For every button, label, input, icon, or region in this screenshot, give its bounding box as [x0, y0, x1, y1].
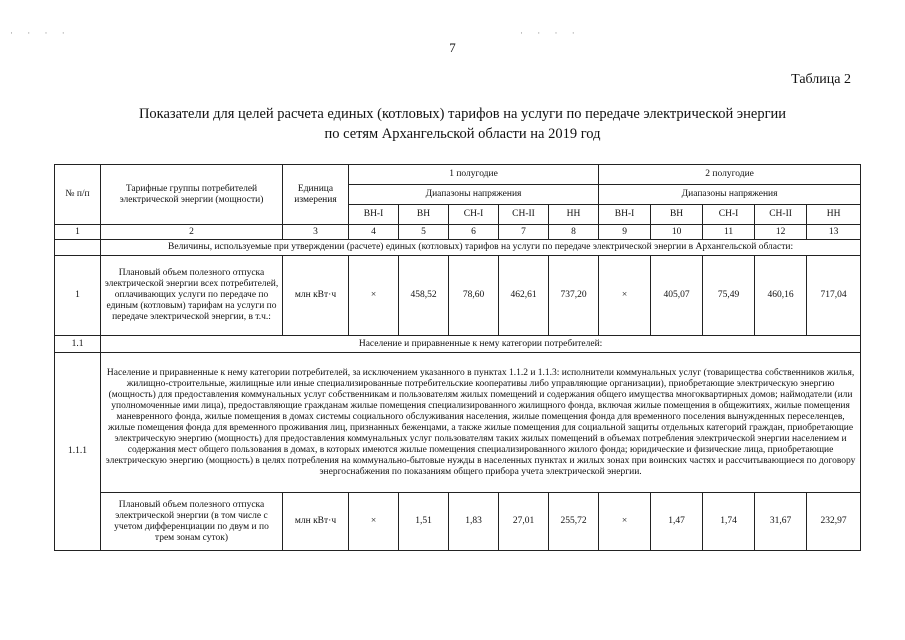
level-h1-4: НН [549, 205, 599, 225]
value-cell: 1,47 [651, 493, 703, 551]
header-ranges-2: Диапазоны напряжения [599, 185, 861, 205]
level-h1-1: ВН [399, 205, 449, 225]
row-num: 1.1.1 [55, 353, 101, 551]
col-number: 12 [755, 225, 807, 240]
header-half-1: 1 полугодие [349, 165, 599, 185]
scan-specks-right: · · · · [520, 28, 581, 38]
value-cell: 1,83 [449, 493, 499, 551]
document-title [90, 104, 835, 144]
table-row [55, 256, 861, 336]
col-number: 7 [499, 225, 549, 240]
value-cell: 255,72 [549, 493, 599, 551]
level-h2-4: НН [807, 205, 861, 225]
section-text: Величины, используемые при утверждении (расчете) единых (котловых) тарифов на услуги по передаче электрической энергии в Архангельской области: [101, 240, 861, 256]
value-cell: × [349, 256, 399, 336]
title-line-2: по сетям Архангельской области на 2019 год [324, 126, 601, 142]
section-num-cell [55, 240, 101, 256]
header-unit: Единица измерения [283, 165, 349, 225]
header-groups: Тарифные группы потребителей электрической энергии (мощности) [101, 165, 283, 225]
value-cell: 31,67 [755, 493, 807, 551]
col-number: 9 [599, 225, 651, 240]
level-h2-0: ВН-I [599, 205, 651, 225]
value-cell: 27,01 [499, 493, 549, 551]
row-num: 1.1 [55, 336, 101, 353]
row-unit: млн кВт·ч [283, 493, 349, 551]
row-name: Плановый объем полезного отпуска электрической энергии всех потребителей, оплачивающих услуги по передаче по единым (котловым) тарифам на услуги по передаче электрической энергии, в т.ч.: [101, 256, 283, 336]
title-line-1: Показатели для целей расчета единых (котловых) тарифов на услуги по передаче электрической энергии [138, 106, 787, 122]
header-num: № п/п [55, 165, 101, 225]
value-cell: 405,07 [651, 256, 703, 336]
value-cell: × [599, 256, 651, 336]
value-cell: 232,97 [807, 493, 861, 551]
col-number: 4 [349, 225, 399, 240]
column-number-row [55, 225, 861, 240]
row-unit: млн кВт·ч [283, 256, 349, 336]
table-label: Таблица 2 [791, 72, 851, 87]
value-cell: 75,49 [703, 256, 755, 336]
value-cell: × [349, 493, 399, 551]
col-number: 13 [807, 225, 861, 240]
table-row [55, 493, 861, 551]
col-number: 8 [549, 225, 599, 240]
row-text: Население и приравненные к нему категории потребителей, за исключением указанного в пунктах 1.1.2 и 1.1.3: исполнители коммунальных услуг (товарищества собственников жилья, жилищно-строительные, жилищные или иные специализированные потребительские кооперативы либо управляющие организации), приобретающие электрическую энергию (мощность) для предоставления коммунальных услуг собственникам и пользователям жилых помещений и содержания общего имущества многоквартирных домов; наймодатели (или уполномоченные ими лица), предоставляющие гражданам жилые помещения специализированного жилищного фонда, включая жилые помещения в общежитиях, жилые помещения маневренного фонда, жилые помещения в домах системы социального обслуживания населения, жилые помещения фонда для временного поселения вынужденных переселенцев, жилые помещения фонда для временного проживания лиц, признанных беженцами, а также жилые помещения для социальной защиты отдельных категорий граждан, приобретающие электрическую энергию (мощность) для предоставления коммунальных услуг пользователям таких жилых помещений в объемах потребления электрической энергии населением и содержания мест общего пользования в домах, в которых имеются жилые помещения специализированного жилого фонда; юридические и физические лица, приобретающие электрическую энергию (мощность) в целях потребления на коммунально-бытовые нужды в населенных пунктах и жилых зонах при воинских частях и рассчитывающиеся по договору энергоснабжения по показаниям общего прибора учета электрической энергии. [101, 353, 861, 493]
level-h1-0: ВН-I [349, 205, 399, 225]
level-h2-1: ВН [651, 205, 703, 225]
col-number: 5 [399, 225, 449, 240]
col-number: 11 [703, 225, 755, 240]
value-cell: 458,52 [399, 256, 449, 336]
level-h2-2: СН-I [703, 205, 755, 225]
section-row [55, 240, 861, 256]
level-h1-3: СН-II [499, 205, 549, 225]
value-cell: 717,04 [807, 256, 861, 336]
header-half-2: 2 полугодие [599, 165, 861, 185]
scan-specks-left: · · · · [10, 28, 71, 38]
col-number: 6 [449, 225, 499, 240]
header-row-1 [55, 165, 861, 185]
row-text: Население и приравненные к нему категории потребителей: [101, 336, 861, 353]
col-number: 1 [55, 225, 101, 240]
table-row [55, 336, 861, 353]
level-h1-2: СН-I [449, 205, 499, 225]
table-row [55, 353, 861, 493]
header-ranges-1: Диапазоны напряжения [349, 185, 599, 205]
value-cell: 1,74 [703, 493, 755, 551]
col-number: 10 [651, 225, 703, 240]
page-number: 7 [449, 40, 456, 55]
tariff-table [54, 164, 861, 551]
col-number: 3 [283, 225, 349, 240]
level-h2-3: СН-II [755, 205, 807, 225]
value-cell: 1,51 [399, 493, 449, 551]
row-name: Плановый объем полезного отпуска электрической энергии (в том числе с учетом дифференциации по двум и по трем зонам суток) [101, 493, 283, 551]
col-number: 2 [101, 225, 283, 240]
value-cell: 460,16 [755, 256, 807, 336]
row-num: 1 [55, 256, 101, 336]
value-cell: 737,20 [549, 256, 599, 336]
value-cell: 78,60 [449, 256, 499, 336]
value-cell: 462,61 [499, 256, 549, 336]
value-cell: × [599, 493, 651, 551]
